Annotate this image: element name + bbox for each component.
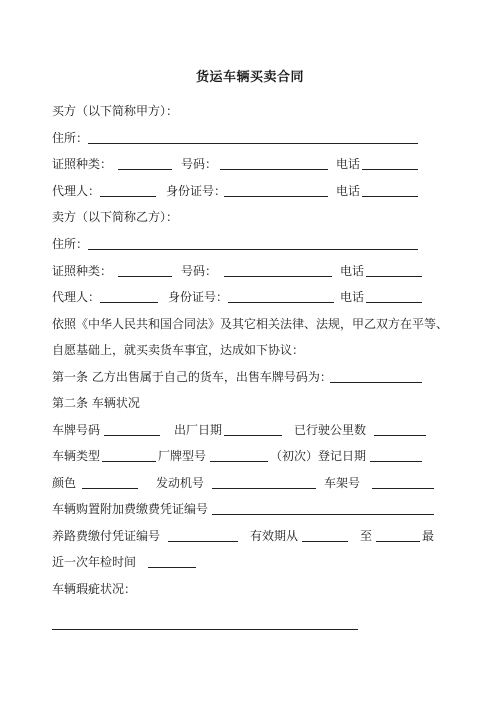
buyer-number-field[interactable] [220, 169, 328, 170]
seller-id-type-label: 证照种类： [52, 264, 113, 278]
seller-address-field[interactable] [88, 249, 418, 250]
engine-number-field[interactable] [212, 488, 316, 489]
seller-number-label: 号码： [181, 264, 218, 278]
buyer-agent-label: 代理人： [52, 184, 101, 198]
mileage-label: 已行驶公里数 [294, 423, 367, 437]
valid-to-label: 至 [360, 529, 373, 543]
buyer-agent-phone-field[interactable] [362, 196, 418, 197]
plate-label: 车牌号码 [52, 423, 101, 437]
valid-from-label: 有效期从 [250, 529, 299, 543]
seller-id-number-label: 身份证号： [168, 290, 229, 304]
seller-phone-label: 电话 [340, 264, 365, 278]
seller-id-number-field[interactable] [228, 302, 334, 303]
vehicle-type-label: 车辆类型 [52, 449, 101, 463]
frame-number-label: 车架号 [324, 476, 361, 490]
defects-label: 车辆瑕疵状况： [52, 582, 137, 596]
first-registration-label: （初次）登记日期 [270, 449, 367, 463]
seller-agent-phone-field[interactable] [366, 302, 422, 303]
buyer-number-label: 号码： [181, 157, 218, 171]
buyer-phone-field[interactable] [362, 169, 418, 170]
seller-address-label: 住所： [52, 237, 89, 251]
plate-number-field[interactable] [330, 382, 422, 383]
buyer-agent-field[interactable] [100, 196, 156, 197]
seller-number-field[interactable] [224, 276, 332, 277]
model-label: 厂牌型号 [158, 449, 207, 463]
inspection-label: 近一次年检时间 [52, 555, 137, 569]
buyer-id-type-label: 证照种类： [52, 157, 113, 171]
vehicle-type-field[interactable] [102, 461, 156, 462]
factory-date-field[interactable] [224, 435, 282, 436]
plate-field[interactable] [104, 435, 160, 436]
buyer-phone-label: 电话 [336, 157, 361, 171]
seller-agent-field[interactable] [100, 302, 158, 303]
inspection-field[interactable] [148, 567, 196, 568]
seller-id-type-field[interactable] [118, 276, 172, 277]
purchase-tax-field[interactable] [212, 514, 434, 515]
contract-page: 货运车辆买卖合同 买方（以下简称甲方）： 住所： 证照种类： 号码： 电话 代理人： 身份证号： 电话 卖方（以下简称乙方）： 住所： 证照种类： 号码： 电话 代理人： 身份证号： 电话 依照《中华人民共和国合同法》及其它相关法律、法规，甲乙双方在平等、 自愿基础上，就买卖货车事宜，达成如下协议： 第一条 乙方出售属于自己的货车，出售车牌号码为： 第二条 车辆状况 车牌号码 出厂日期 已行驶公里数 车辆类型 厂牌型号 （初次）登记日期 颜色 发动机号 车架号 车辆购置附加费缴费凭证编号 养路费缴付凭证编号 有效期从 至 最 近一次年检时间 车辆瑕疵状况： [0, 0, 500, 707]
valid-to-field[interactable] [376, 541, 420, 542]
seller-agent-phone-label: 电话 [340, 290, 365, 304]
defects-field[interactable] [52, 629, 358, 630]
factory-date-label: 出厂日期 [174, 423, 223, 437]
frame-number-field[interactable] [372, 488, 434, 489]
last-label: 最 [422, 529, 435, 543]
document-title: 货运车辆买卖合同 [195, 70, 304, 85]
engine-number-label: 发动机号 [156, 476, 205, 490]
valid-from-field[interactable] [302, 541, 348, 542]
buyer-address-label: 住所： [52, 131, 89, 145]
buyer-id-number-label: 身份证号： [166, 184, 227, 198]
purchase-tax-label: 车辆购置附加费缴费凭证编号 [52, 502, 209, 516]
buyer-agent-phone-label: 电话 [336, 184, 361, 198]
road-fee-label: 养路费缴付凭证编号 [52, 529, 161, 543]
first-registration-field[interactable] [370, 461, 422, 462]
road-fee-field[interactable] [168, 541, 238, 542]
buyer-id-number-field[interactable] [224, 196, 328, 197]
mileage-field[interactable] [374, 435, 426, 436]
seller-agent-label: 代理人： [52, 290, 101, 304]
buyer-address-field[interactable] [88, 143, 418, 144]
model-field[interactable] [210, 461, 268, 462]
buyer-id-type-field[interactable] [118, 169, 172, 170]
seller-phone-field[interactable] [366, 276, 422, 277]
color-field[interactable] [82, 488, 138, 489]
article-1-text: 第一条 乙方出售属于自己的货车，出售车牌号码为： [52, 370, 332, 384]
color-label: 颜色 [52, 476, 77, 490]
